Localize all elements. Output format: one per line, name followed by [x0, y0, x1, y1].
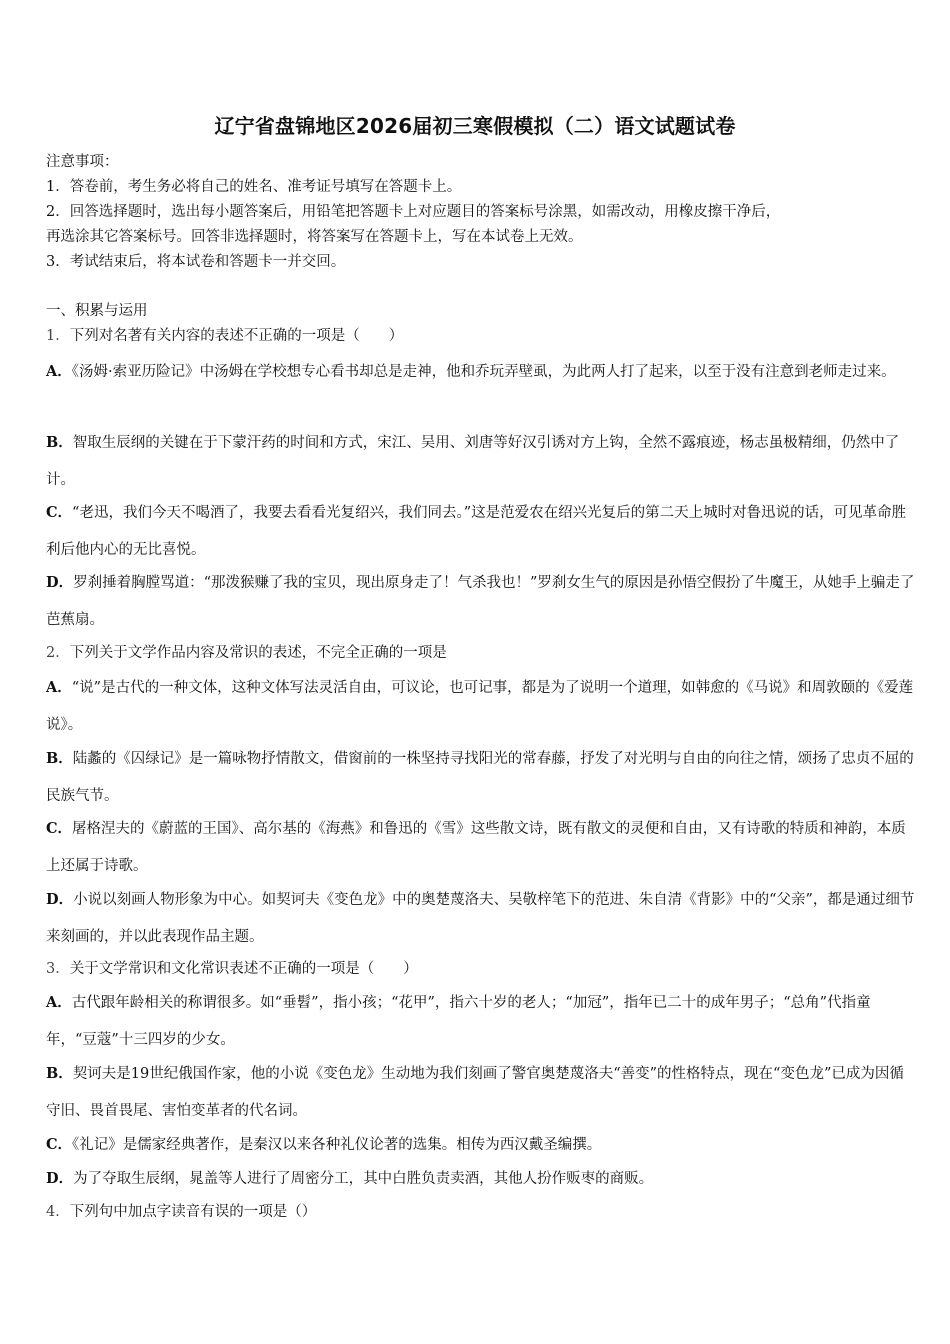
option-text: 为了夺取生辰纲，晁盖等人进行了周密分工，其中白胜负责卖酒，其他人扮作贩枣的商贩。 — [73, 1171, 654, 1187]
option-a — [46, 353, 916, 391]
option-a — [46, 669, 916, 744]
question-number: 3． — [46, 961, 70, 977]
question-text: 关于文学常识和文化常识表述不正确的一项是（ ） — [69, 961, 418, 977]
option-letter: D． — [46, 574, 74, 591]
option-text: 陆蠡的《囚绿记》是一篇咏物抒情散文，借窗前的一株坚持寻找阳光的常春藤，抒发了对光明与自由的向往之情，颂扬了忠贞不屈的民族气节。 — [46, 751, 914, 804]
option-text: 小说以刻画人物形象为中心。如契诃夫《变色龙》中的奥楚蔑洛夫、吴敬梓笔下的范进、朱自清《背影》中的“父亲”，都是通过细节来刻画的，并以此表现作品主题。 — [46, 892, 915, 945]
option-letter: C． — [46, 504, 73, 521]
option-b — [46, 740, 916, 815]
notice-item: 3．考试结束后，将本试卷和答题卡一并交回。 — [46, 254, 346, 270]
question-stem — [46, 641, 447, 666]
notice-heading: 注意事项： — [46, 154, 119, 170]
option-letter: B． — [46, 750, 73, 767]
question-number: 4． — [46, 1204, 70, 1220]
question-stem — [46, 324, 403, 349]
section-title: 一、积累与运用 — [46, 303, 148, 319]
question-text: 下列关于文学作品内容及常识的表述，不完全正确的一项是 — [69, 645, 447, 661]
option-text: 智取生辰纲的关键在于下蒙汗药的时间和方式，宋江、吴用、刘唐等好汉引诱对方上钩，全然不露痕迹，杨志虽极精细，仍然中了计。 — [46, 435, 900, 488]
notice-item: 1．答卷前，考生务必将自己的姓名、准考证号填写在答题卡上。 — [46, 179, 462, 195]
question-number: 1． — [46, 328, 70, 344]
question-text: 下列对名著有关内容的表述不正确的一项是（ ） — [69, 328, 404, 344]
option-letter: A． — [46, 679, 72, 696]
question-stem — [46, 957, 418, 982]
option-c — [46, 810, 916, 885]
notice-block — [46, 150, 916, 275]
option-letter: D． — [46, 1170, 74, 1187]
notice-item: 再选涂其它答案标号。回答非选择题时，将答案写在答题卡上，写在本试卷上无效。 — [46, 229, 583, 245]
option-text: 古代跟年龄相关的称谓很多。如“垂髫”，指小孩；“花甲”，指六十岁的老人；“加冠”，指年已二十的成年男子；“总角”代指童年，“豆蔻”十三四岁的少女。 — [46, 995, 871, 1048]
option-text: 《汤姆·索亚历险记》中汤姆在学校想专心看书却总是走神，他和乔玩弄壁虱，为此两人打了起来，以至于没有注意到老师走过来。 — [71, 364, 896, 380]
option-text: 屠格涅夫的《蔚蓝的王国》、高尔基的《海燕》和鲁迅的《雪》这些散文诗，既有散文的灵便和自由，又有诗歌的特质和神韵，本质上还属于诗歌。 — [46, 821, 906, 874]
option-text: 《礼记》是儒家经典著作，是秦汉以来各种礼仪论著的选集。相传为西汉戴圣编撰。 — [72, 1137, 602, 1153]
option-b — [46, 424, 916, 499]
option-letter: C． — [46, 820, 73, 837]
option-a — [46, 984, 916, 1059]
option-letter: D． — [46, 891, 74, 908]
option-letter: B． — [46, 434, 73, 451]
question-text: 下列句中加点字读音有误的一项是（） — [69, 1204, 317, 1220]
option-d — [46, 564, 916, 639]
option-text: “老迅，我们今天不喝酒了，我要去看看光复绍兴，我们同去。”这是范爱农在绍兴光复后的第二天上城时对鲁迅说的话，可见革命胜利后他内心的无比喜悦。 — [46, 505, 907, 558]
option-letter: A． — [46, 994, 72, 1011]
option-text: 契诃夫是19世纪俄国作家，他的小说《变色龙》生动地为我们刻画了警官奥楚蔑洛夫“善变”的性格特点，现在“变色龙”已成为因循守旧、畏首畏尾、害怕变革者的代名词。 — [46, 1066, 904, 1119]
option-text: 罗刹捶着胸膛骂道：“那泼猴赚了我的宝贝，现出原身走了！气杀我也！”罗刹女生气的原因是孙悟空假扮了牛魔王，从她手上骗走了芭蕉扇。 — [46, 575, 915, 628]
option-text: “说”是古代的一种文体，这种文体写法灵活自由，可议论，也可记事，都是为了说明一个道理，如韩愈的《马说》和周敦颐的《爱莲说》。 — [46, 680, 914, 733]
option-letter: A． — [46, 363, 72, 380]
option-letter: C． — [46, 1136, 73, 1153]
option-c — [46, 1126, 916, 1164]
notice-item: 2．回答选择题时，选出每小题答案后，用铅笔把答题卡上对应题目的答案标号涂黑，如需改动，用橡皮擦干净后， — [46, 204, 781, 220]
page-title: 辽宁省盘锦地区2026届初三寒假模拟（二）语文试题试卷 — [214, 114, 736, 138]
option-c — [46, 494, 916, 569]
question-stem — [46, 1200, 316, 1225]
option-b — [46, 1055, 916, 1130]
option-d — [46, 881, 916, 956]
question-number: 2． — [46, 645, 70, 661]
option-letter: B． — [46, 1065, 73, 1082]
option-d — [46, 1160, 916, 1198]
